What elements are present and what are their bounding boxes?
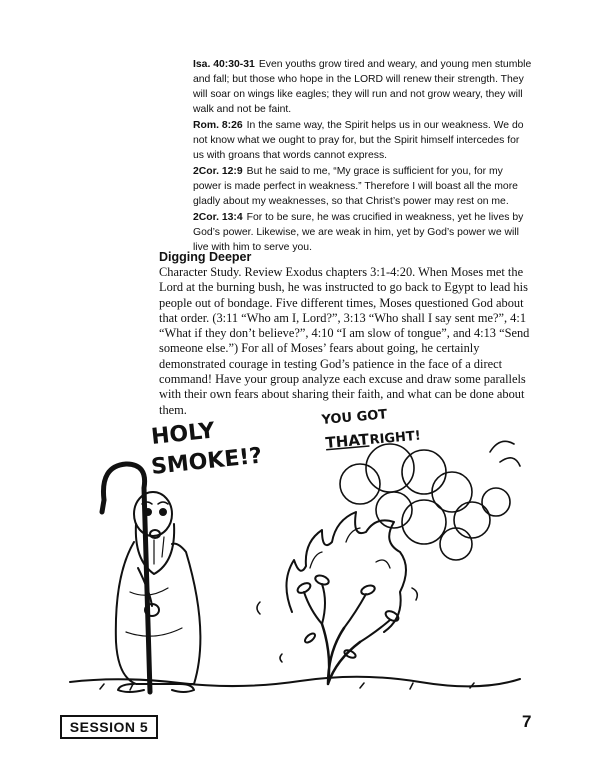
verse-ref: Rom. 8:26 [193,120,243,131]
verse-text: Even youths grow tired and weary, and young men stumble and fall; but those who hope in the LORD will renew their strength. They will soar on wings like eagles; they will run and not grow weary, they will walk and not be faint. [193,59,532,115]
bush-speech-part3: RIGHT! [369,428,422,448]
verse-ref: Isa. 40:30-31 [193,59,255,70]
verse-rom-8 [193,118,533,163]
cartoon-illustration [60,392,530,704]
moses-speech-line1: HOLY [150,418,216,450]
verse-2cor-12 [193,164,533,209]
bush-speech-part1: YOU GOT [321,407,388,428]
verse-text: In the same way, the Spirit helps us in our weakness. We do not know what we ought to pray for, but the Spirit himself intercedes for us with groans that words cannot express. [193,120,524,161]
flames [286,512,406,632]
burning-bush [257,441,520,684]
verse-2cor-13 [193,210,533,255]
verse-list [193,57,533,256]
verse-isa-40 [193,57,533,117]
moses-speech-line2: SMOKE!? [150,443,264,480]
smoke-cloud [340,441,520,560]
moses-figure [102,464,200,692]
verse-text: For to be sure, he was crucified in weakness, yet he lives by God’s power. Likewise, we are weak in him, yet by God’s power we will live with him to serve you. [193,212,524,253]
verse-ref: 2Cor. 13:4 [193,212,243,223]
verse-text: But he said to me, “My grace is sufficient for you, for my power is made perfect in weakness.” Therefore I will boast all the more gladly about my weaknesses, so that Christ’s power may rest on me. [193,166,518,207]
session-label: SESSION 5 [60,715,158,739]
page-number: 7 [522,712,532,731]
section-heading: Digging Deeper [159,250,252,264]
verse-ref: 2Cor. 12:9 [193,166,243,177]
section-body: Character Study. Review Exodus chapters 3:1-4:20. When Moses met the Lord at the burning bush, he was instructed to go back to Egypt to lead his people out of bondage. Five different times, Moses questioned God about that order. (3:11 “Who am I, Lord?”, 3:13 “Who shall I say sent me?”, 4:1 “What if they don’t believe?”, 4:10 “I am slow of tongue”, and 4:13 “Send someone else.”) For all of Moses’ fears about going, he certainly demonstrated courage in testing God’s patience in the face of a direct command! Have your group analyze each excuse and draw some parallels with their own fears about sharing their faith, and what can be done about them. [159,265,530,417]
bush-speech-part2: THAT [324,430,370,452]
